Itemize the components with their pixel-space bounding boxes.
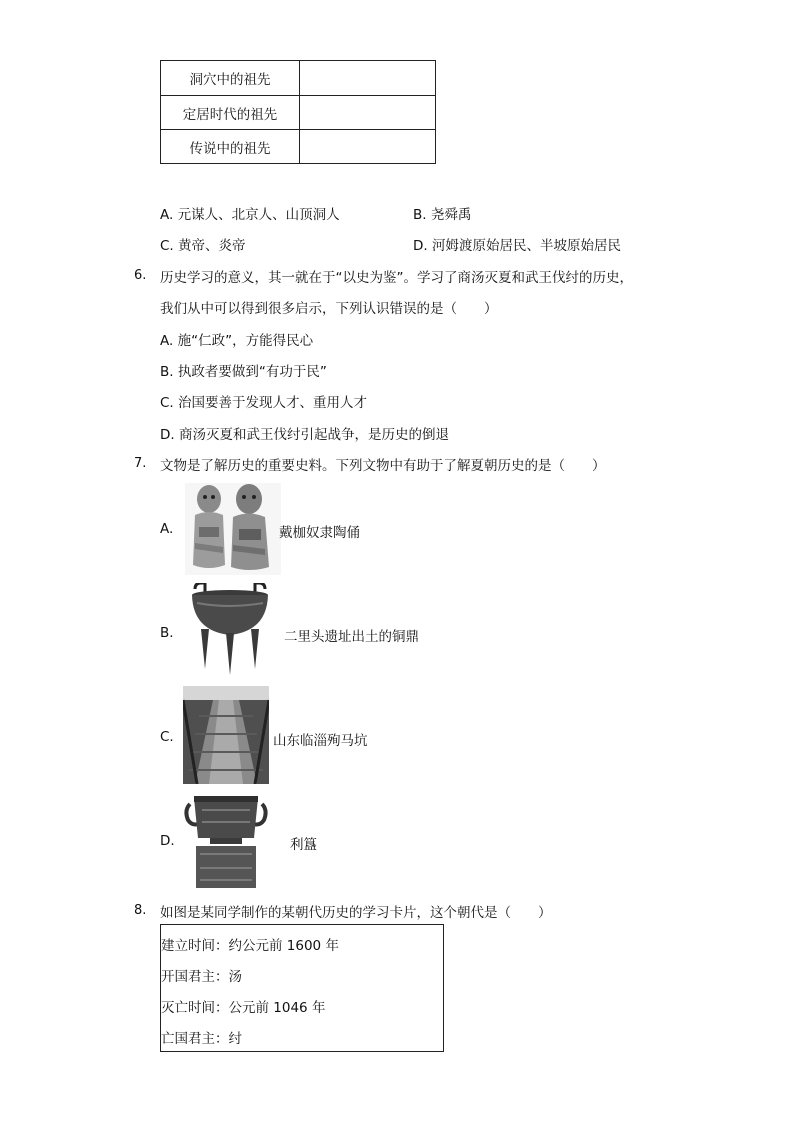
table-cell-blank bbox=[300, 130, 435, 163]
q6-stem-line1: 历史学习的意义，其一就在于“以史为鉴”。学习了商汤灭夏和武王伐纣的历史， bbox=[160, 270, 633, 286]
option-letter: D. bbox=[413, 238, 428, 254]
li-gui-image bbox=[184, 790, 268, 890]
table-cell-label: 洞穴中的祖先 bbox=[161, 61, 300, 95]
q7-option-b-text: 二里头遗址出土的铜鼎 bbox=[284, 629, 419, 645]
option-letter: C. bbox=[160, 395, 174, 411]
option-letter: A. bbox=[160, 333, 174, 349]
q6-option-c bbox=[160, 391, 367, 411]
option-letter: D. bbox=[160, 427, 175, 443]
table-cell-label: 定居时代的祖先 bbox=[161, 96, 300, 129]
option-text: 商汤灭夏和武王伐纣引起战争，是历史的倒退 bbox=[178, 427, 449, 443]
study-card bbox=[160, 924, 444, 1052]
card-line: 建立时间：约公元前 1600 年 bbox=[161, 938, 339, 954]
option-letter: A. bbox=[160, 207, 174, 223]
q7-option-c-text: 山东临淄殉马坑 bbox=[273, 733, 368, 749]
q7-option-a-letter: A. bbox=[160, 521, 174, 537]
q6-option-b bbox=[160, 360, 327, 380]
option-text: 元谋人、北京人、山顶洞人 bbox=[177, 207, 340, 223]
q7-option-c-letter: C. bbox=[160, 729, 174, 745]
q6-option-d bbox=[160, 423, 449, 443]
q8-number: 8. bbox=[134, 903, 147, 918]
option-letter: C. bbox=[160, 238, 174, 254]
q7-option-a-text: 戴枷奴隶陶俑 bbox=[279, 525, 360, 541]
bronze-ding-image bbox=[183, 583, 277, 683]
q7-option-d-text: 利簋 bbox=[290, 837, 317, 853]
q7-option-b-letter: B. bbox=[160, 625, 174, 641]
table-cell-blank bbox=[300, 61, 435, 95]
card-line: 灭亡时间：公元前 1046 年 bbox=[161, 1000, 326, 1016]
table-row bbox=[161, 61, 435, 95]
q8-stem: 如图是某同学制作的某朝代历史的学习卡片，这个朝代是（ ） bbox=[160, 905, 552, 921]
q6-option-a bbox=[160, 329, 313, 349]
option-text: 黄帝、炎帝 bbox=[178, 238, 246, 254]
q5-option-c bbox=[160, 234, 246, 254]
option-text: 治国要善于发现人才、重用人才 bbox=[178, 395, 368, 411]
q5-option-b bbox=[413, 203, 471, 223]
option-text: 尧舜禹 bbox=[430, 207, 472, 223]
table-cell-label: 传说中的祖先 bbox=[161, 130, 300, 163]
horse-pit-image bbox=[183, 686, 269, 784]
option-text: 执政者要做到“有功于民” bbox=[177, 364, 327, 380]
option-text: 河姆渡原始居民、半坡原始居民 bbox=[431, 238, 621, 254]
option-text: 施“仁政”，方能得民心 bbox=[177, 333, 314, 349]
q7-option-d-letter: D. bbox=[160, 833, 175, 849]
card-line: 开国君主：汤 bbox=[161, 969, 242, 985]
table-row bbox=[161, 129, 435, 163]
q7-number: 7. bbox=[134, 456, 147, 471]
ancestors-table bbox=[160, 60, 436, 164]
pottery-figurines-image bbox=[185, 483, 281, 575]
q5-option-a bbox=[160, 203, 340, 223]
option-letter: B. bbox=[413, 207, 427, 223]
option-letter: B. bbox=[160, 364, 174, 380]
table-row bbox=[161, 95, 435, 129]
q6-number: 6. bbox=[134, 268, 147, 283]
table-cell-blank bbox=[300, 96, 435, 129]
q7-stem: 文物是了解历史的重要史料。下列文物中有助于了解夏朝历史的是（ ） bbox=[160, 458, 606, 474]
q5-option-d bbox=[413, 234, 621, 254]
card-line: 亡国君主：纣 bbox=[161, 1031, 242, 1047]
q6-stem-line2: 我们从中可以得到很多启示，下列认识错误的是（ ） bbox=[160, 301, 498, 317]
